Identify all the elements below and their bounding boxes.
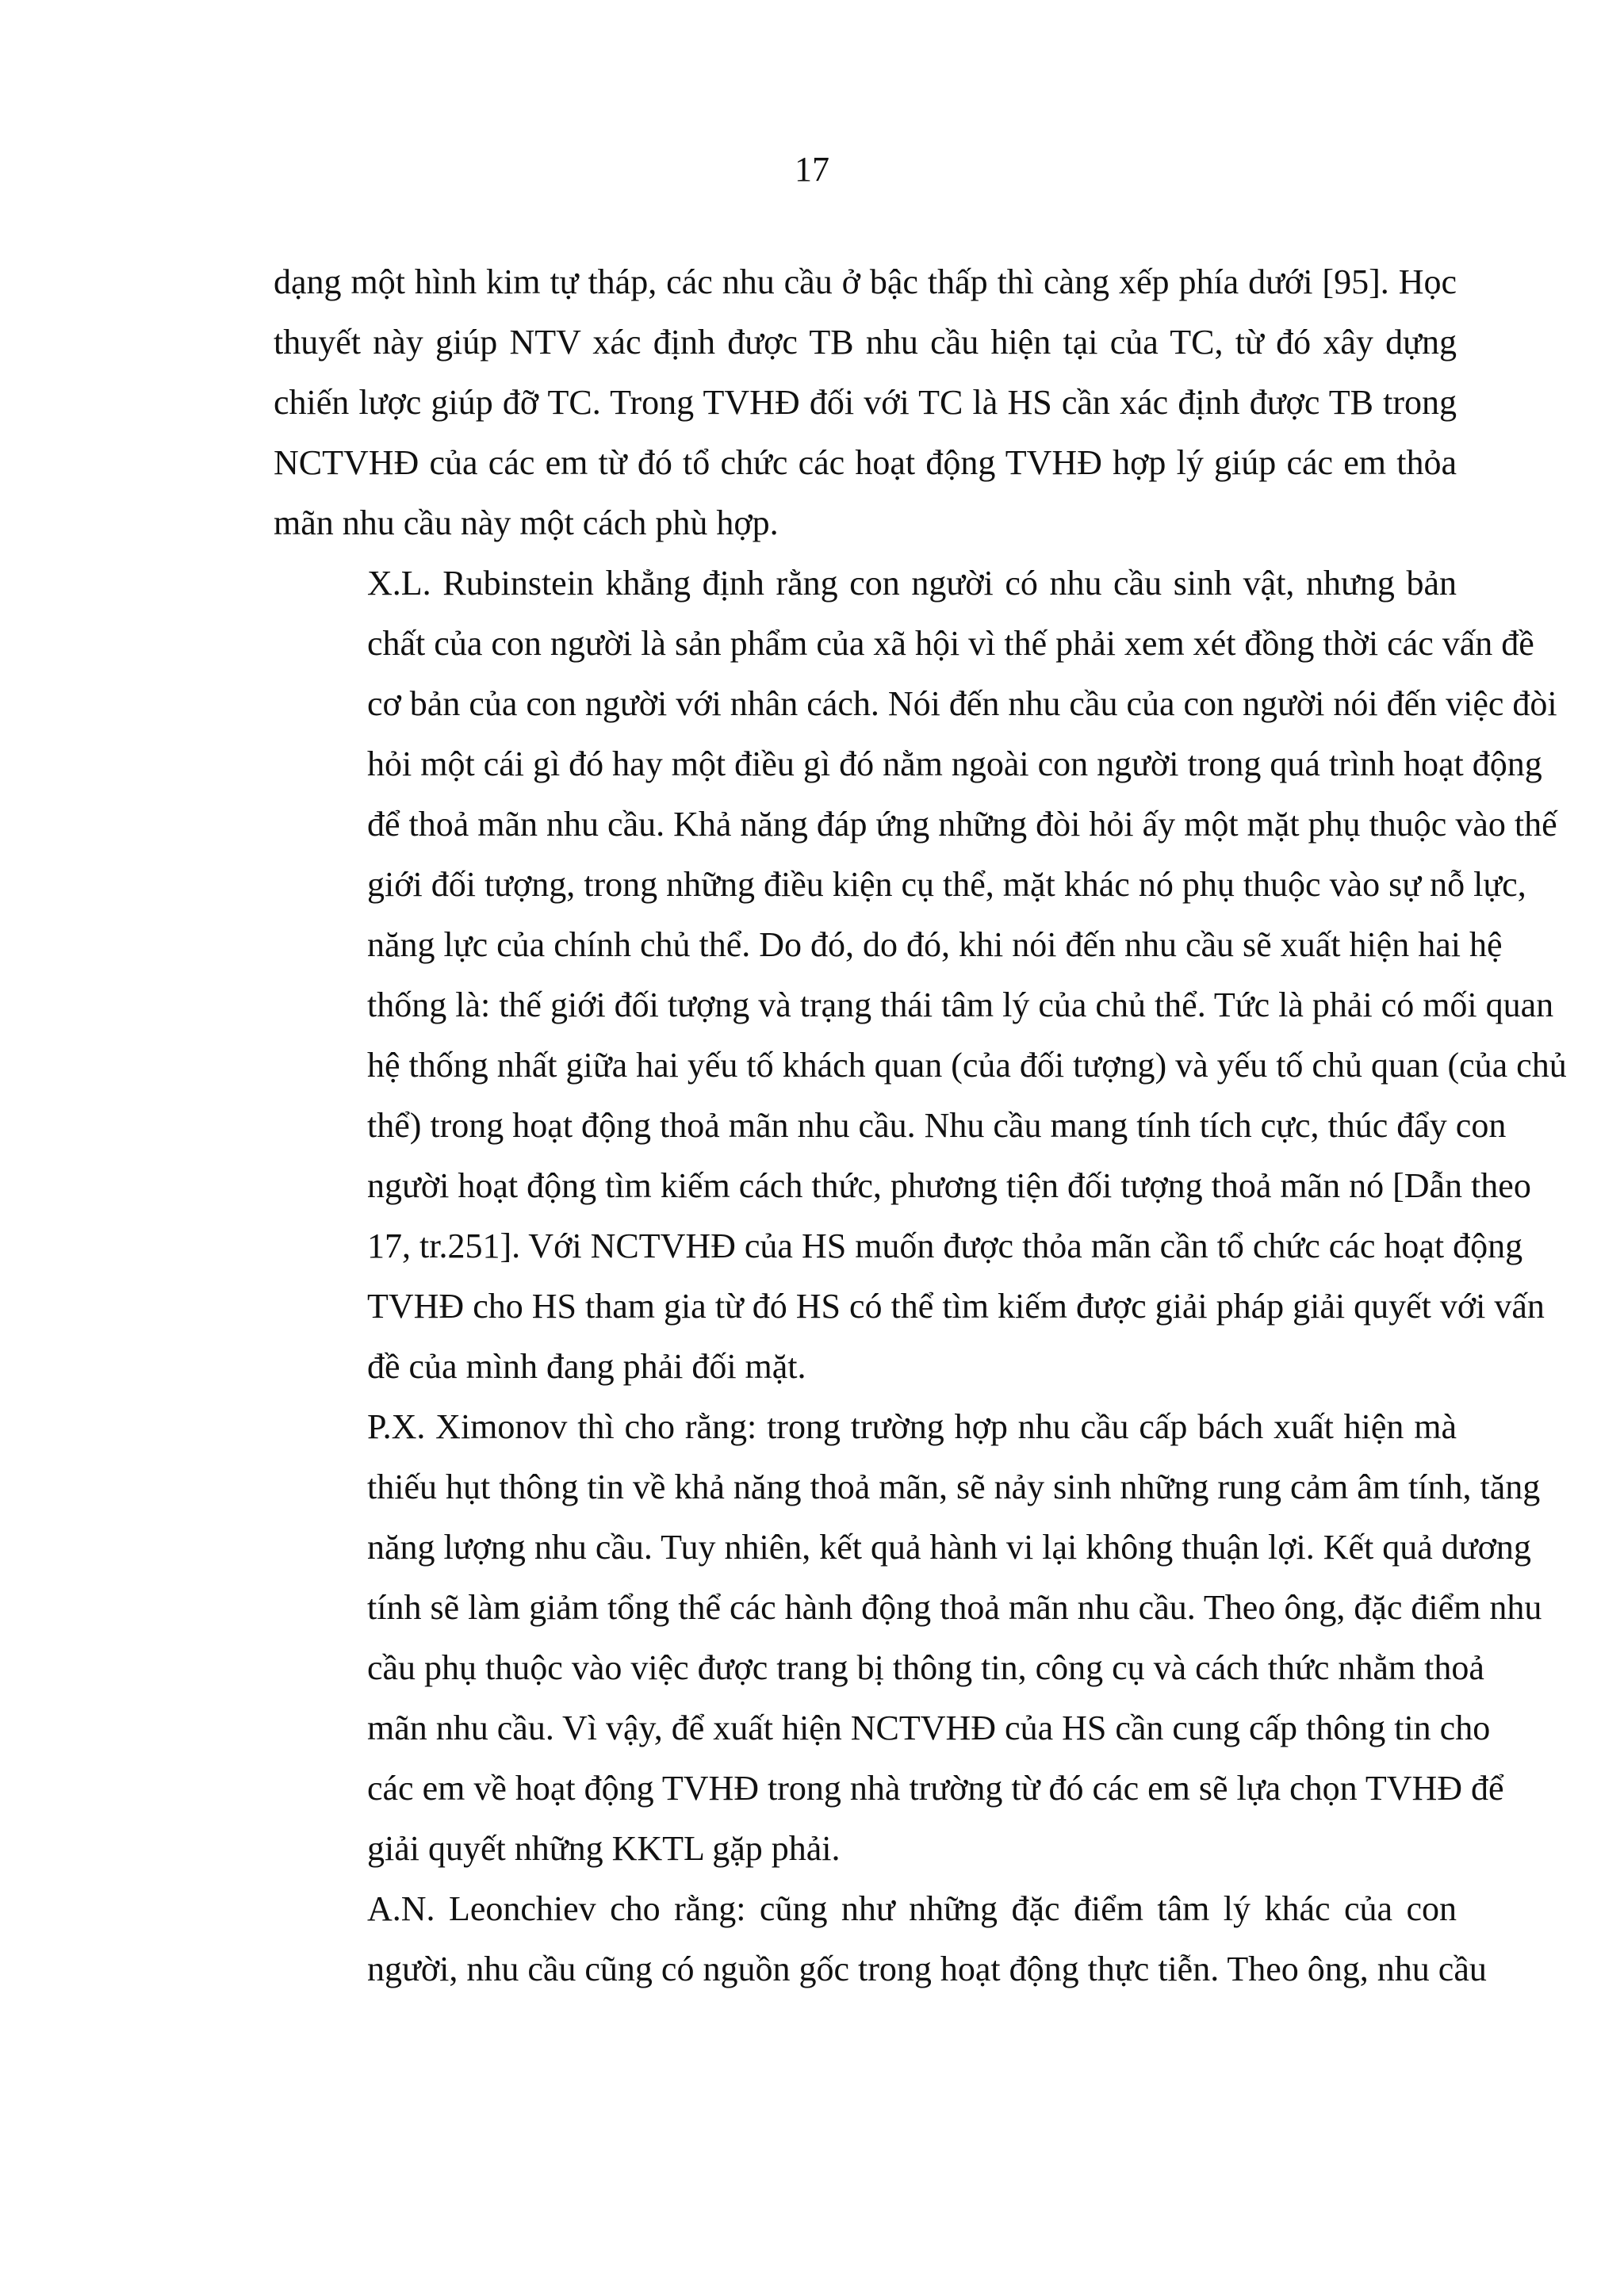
text-line: đề của mình đang phải đối mặt. (367, 1347, 806, 1386)
page-number: 17 (795, 150, 829, 189)
text-line: mãn nhu cầu này một cách phù hợp. (274, 503, 779, 542)
text-line: hỏi một cái gì đó hay một điều gì đó nằm ngoài con người trong quá trình hoạt động (367, 744, 1542, 783)
text-line: X.L. Rubinstein khẳng định rằng con người có nhu cầu sinh vật, nhưng bản (367, 564, 1457, 603)
text-line: chất của con người là sản phẩm của xã hội vì thế phải xem xét đồng thời các vấn đề (367, 624, 1534, 663)
text-line: giới đối tượng, trong những điều kiện cụ thể, mặt khác nó phụ thuộc vào sự nỗ lực, (367, 865, 1526, 904)
text-line: cầu phụ thuộc vào việc được trang bị thông tin, công cụ và cách thức nhằm thoả (367, 1648, 1484, 1687)
text-line: P.X. Ximonov thì cho rằng: trong trường hợp nhu cầu cấp bách xuất hiện mà (367, 1407, 1457, 1446)
document-body (274, 252, 1567, 1999)
text-line: mãn nhu cầu. Vì vậy, để xuất hiện NCTVHĐ của HS cần cung cấp thông tin cho (367, 1709, 1491, 1747)
paragraph (274, 252, 1457, 553)
text-line: tính sẽ làm giảm tổng thể các hành động thoả mãn nhu cầu. Theo ông, đặc điểm nhu (367, 1588, 1542, 1627)
text-line: thiếu hụt thông tin về khả năng thoả mãn, sẽ nảy sinh những rung cảm âm tính, tăng (367, 1468, 1541, 1506)
text-line: để thoả mãn nhu cầu. Khả năng đáp ứng những đòi hỏi ấy một mặt phụ thuộc vào thế (367, 805, 1557, 844)
paragraph (274, 553, 1567, 1397)
text-line: cơ bản của con người với nhân cách. Nói đến nhu cầu của con người nói đến việc đòi (367, 684, 1557, 723)
text-line: 17, tr.251]. Với NCTVHĐ của HS muốn được thỏa mãn cần tổ chức các hoạt động (367, 1226, 1523, 1265)
text-line: chiến lược giúp đỡ TC. Trong TVHĐ đối với TC là HS cần xác định được TB trong (274, 383, 1457, 422)
text-line: năng lượng nhu cầu. Tuy nhiên, kết quả hành vi lại không thuận lợi. Kết quả dương (367, 1528, 1531, 1567)
paragraph (274, 1397, 1542, 1879)
text-line: thể) trong hoạt động thoả mãn nhu cầu. Nhu cầu mang tính tích cực, thúc đẩy con (367, 1106, 1507, 1145)
text-line: hệ thống nhất giữa hai yếu tố khách quan (của đối tượng) và yếu tố chủ quan (của chủ (367, 1046, 1567, 1085)
paragraph (274, 1879, 1487, 1999)
text-line: A.N. Leonchiev cho rằng: cũng như những đặc điểm tâm lý khác của con (367, 1889, 1457, 1928)
text-line: các em về hoạt động TVHĐ trong nhà trường từ đó các em sẽ lựa chọn TVHĐ để (367, 1769, 1504, 1808)
text-line: năng lực của chính chủ thể. Do đó, do đó, khi nói đến nhu cầu sẽ xuất hiện hai hệ (367, 925, 1503, 964)
text-line: dạng một hình kim tự tháp, các nhu cầu ở bậc thấp thì càng xếp phía dưới [95]. Học (274, 262, 1457, 301)
text-line: người, nhu cầu cũng có nguồn gốc trong hoạt động thực tiễn. Theo ông, nhu cầu (367, 1950, 1487, 1988)
text-line: TVHĐ cho HS tham gia từ đó HS có thể tìm kiếm được giải pháp giải quyết với vấn (367, 1287, 1545, 1326)
text-line: thống là: thế giới đối tượng và trạng thái tâm lý của chủ thể. Tức là phải có mối quan (367, 985, 1554, 1024)
text-line: thuyết này giúp NTV xác định được TB nhu cầu hiện tại của TC, từ đó xây dựng (274, 323, 1457, 362)
text-line: NCTVHĐ của các em từ đó tổ chức các hoạt động TVHĐ hợp lý giúp các em thỏa (274, 443, 1457, 482)
text-line: giải quyết những KKTL gặp phải. (367, 1829, 841, 1868)
text-line: người hoạt động tìm kiếm cách thức, phương tiện đối tượng thoả mãn nó [Dẫn theo (367, 1166, 1531, 1205)
